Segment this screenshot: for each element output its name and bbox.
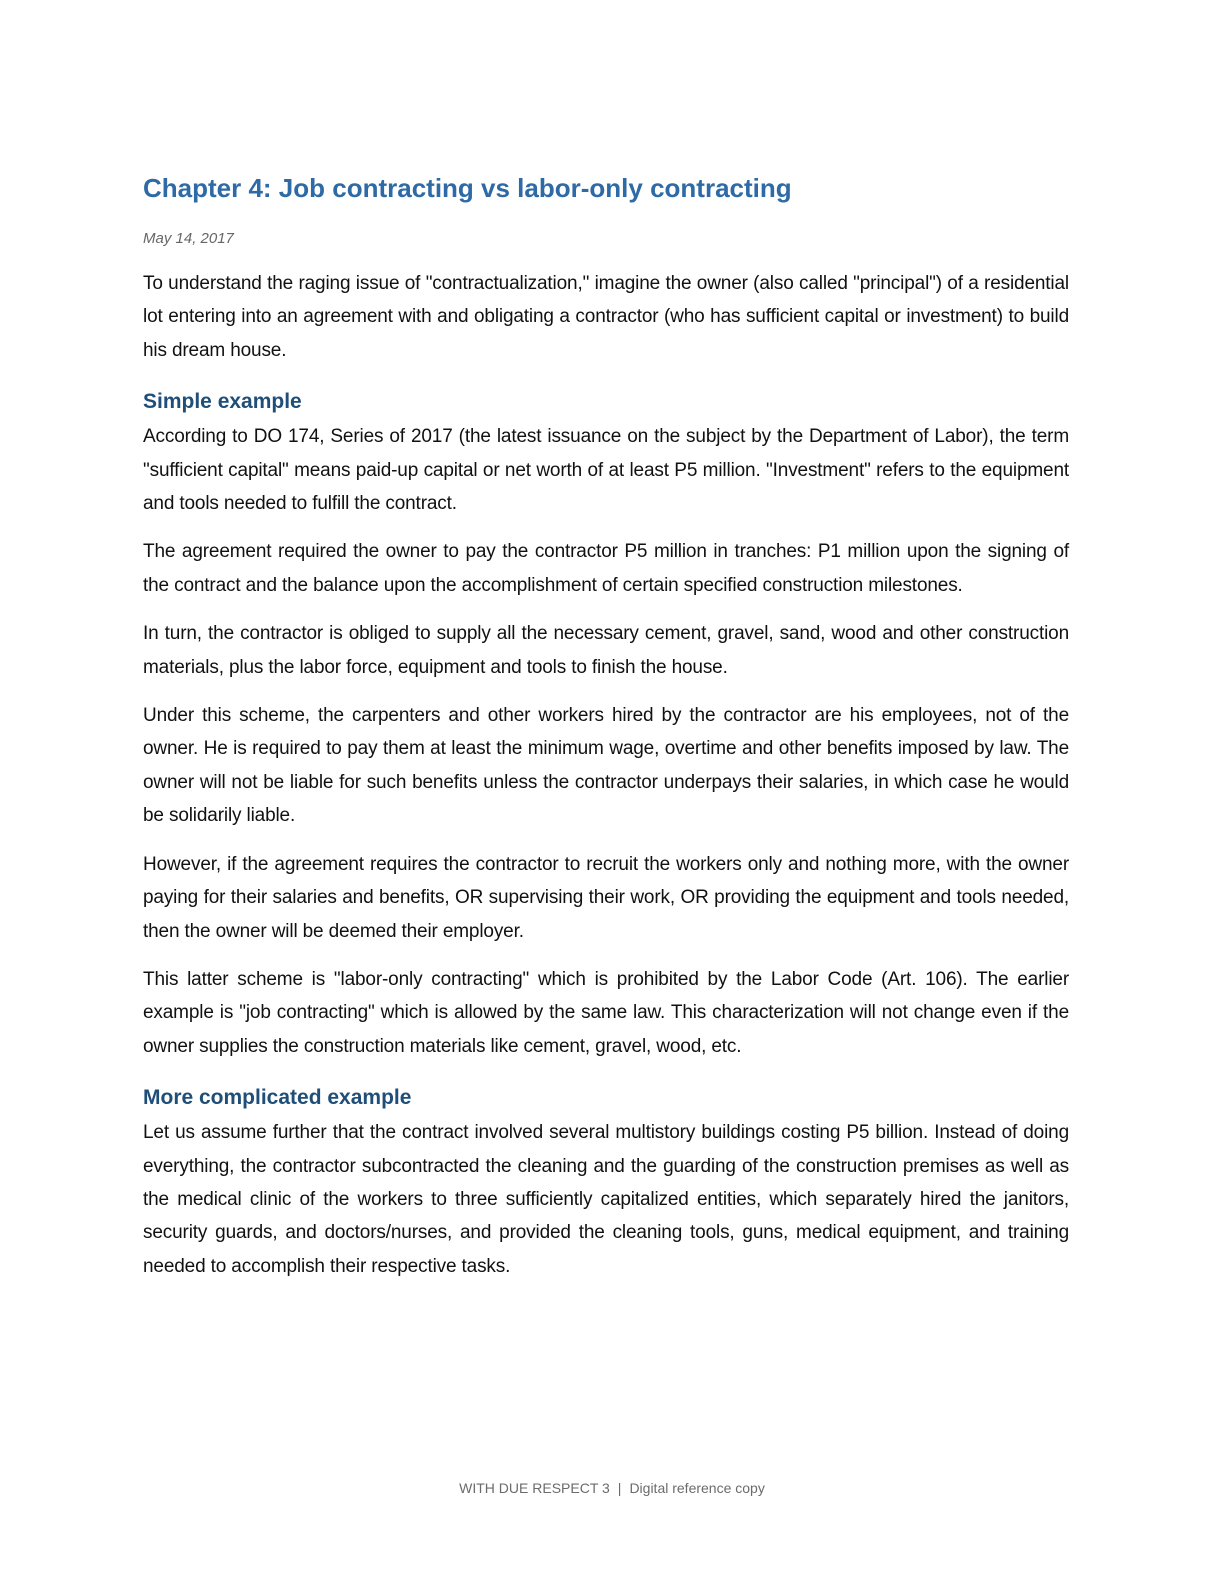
- document-body: [143, 170, 1069, 1298]
- paragraph: This latter scheme is "labor-only contracting" which is prohibited by the Labor Code (Art. 106). The earlier example is "job contracting" which is allowed by the same law. This characterization will not change even if the owner supplies the construction materials like cement, gravel, wood, etc.: [143, 968, 1069, 1057]
- publication-date: May 14, 2017: [143, 230, 234, 247]
- section-heading-simple-example: Simple example: [143, 390, 302, 414]
- paragraph: Under this scheme, the carpenters and other workers hired by the contractor are his employees, not of the owner. He is required to pay them at least the minimum wage, overtime and other benefits imposed by law. The owner will not be liable for such benefits unless the contractor underpays their salaries, in which case he would be solidarily liable.: [143, 705, 1069, 827]
- section-heading-more-complicated-example: More complicated example: [143, 1086, 412, 1110]
- chapter-title: Chapter 4: Job contracting vs labor-only contracting: [143, 173, 792, 203]
- paragraph: However, if the agreement requires the contractor to recruit the workers only and nothing more, with the owner paying for their salaries and benefits, OR supervising their work, OR providing the equipment and tools needed, then the owner will be deemed their employer.: [143, 853, 1069, 942]
- intro-paragraph: To understand the raging issue of "contractualization," imagine the owner (also called "principal") of a residential lot entering into an agreement with and obligating a contractor (who has sufficient capital or investment) to build his dream house.: [143, 273, 1069, 361]
- paragraph: The agreement required the owner to pay the contractor P5 million in tranches: P1 million upon the signing of the contract and the balance upon the accomplishment of certain specified construction milestones.: [143, 541, 1069, 596]
- paragraph: Let us assume further that the contract involved several multistory buildings costing P5 billion. Instead of doing everything, the contractor subcontracted the cleaning and the guarding of the construction premises as well as the medical clinic of the workers to three sufficiently capitalized entities, which separately hired the janitors, security guards, and doctors/nurses, and provided the cleaning tools, guns, medical equipment, and training needed to accomplish their respective tasks.: [143, 1122, 1069, 1277]
- paragraph: According to DO 174, Series of 2017 (the latest issuance on the subject by the Department of Labor), the term "sufficient capital" means paid-up capital or net worth of at least P5 million. "Investment" refers to the equipment and tools needed to fulfill the contract.: [143, 426, 1069, 515]
- footer-book-title: WITH DUE RESPECT 3: [459, 1480, 610, 1496]
- paragraph: In turn, the contractor is obliged to supply all the necessary cement, gravel, sand, wood and other construction materials, plus the labor force, equipment and tools to finish the house.: [143, 623, 1069, 678]
- footer-note: Digital reference copy: [629, 1480, 765, 1496]
- footer-separator: |: [617, 1480, 622, 1496]
- page-footer: [0, 1478, 1224, 1498]
